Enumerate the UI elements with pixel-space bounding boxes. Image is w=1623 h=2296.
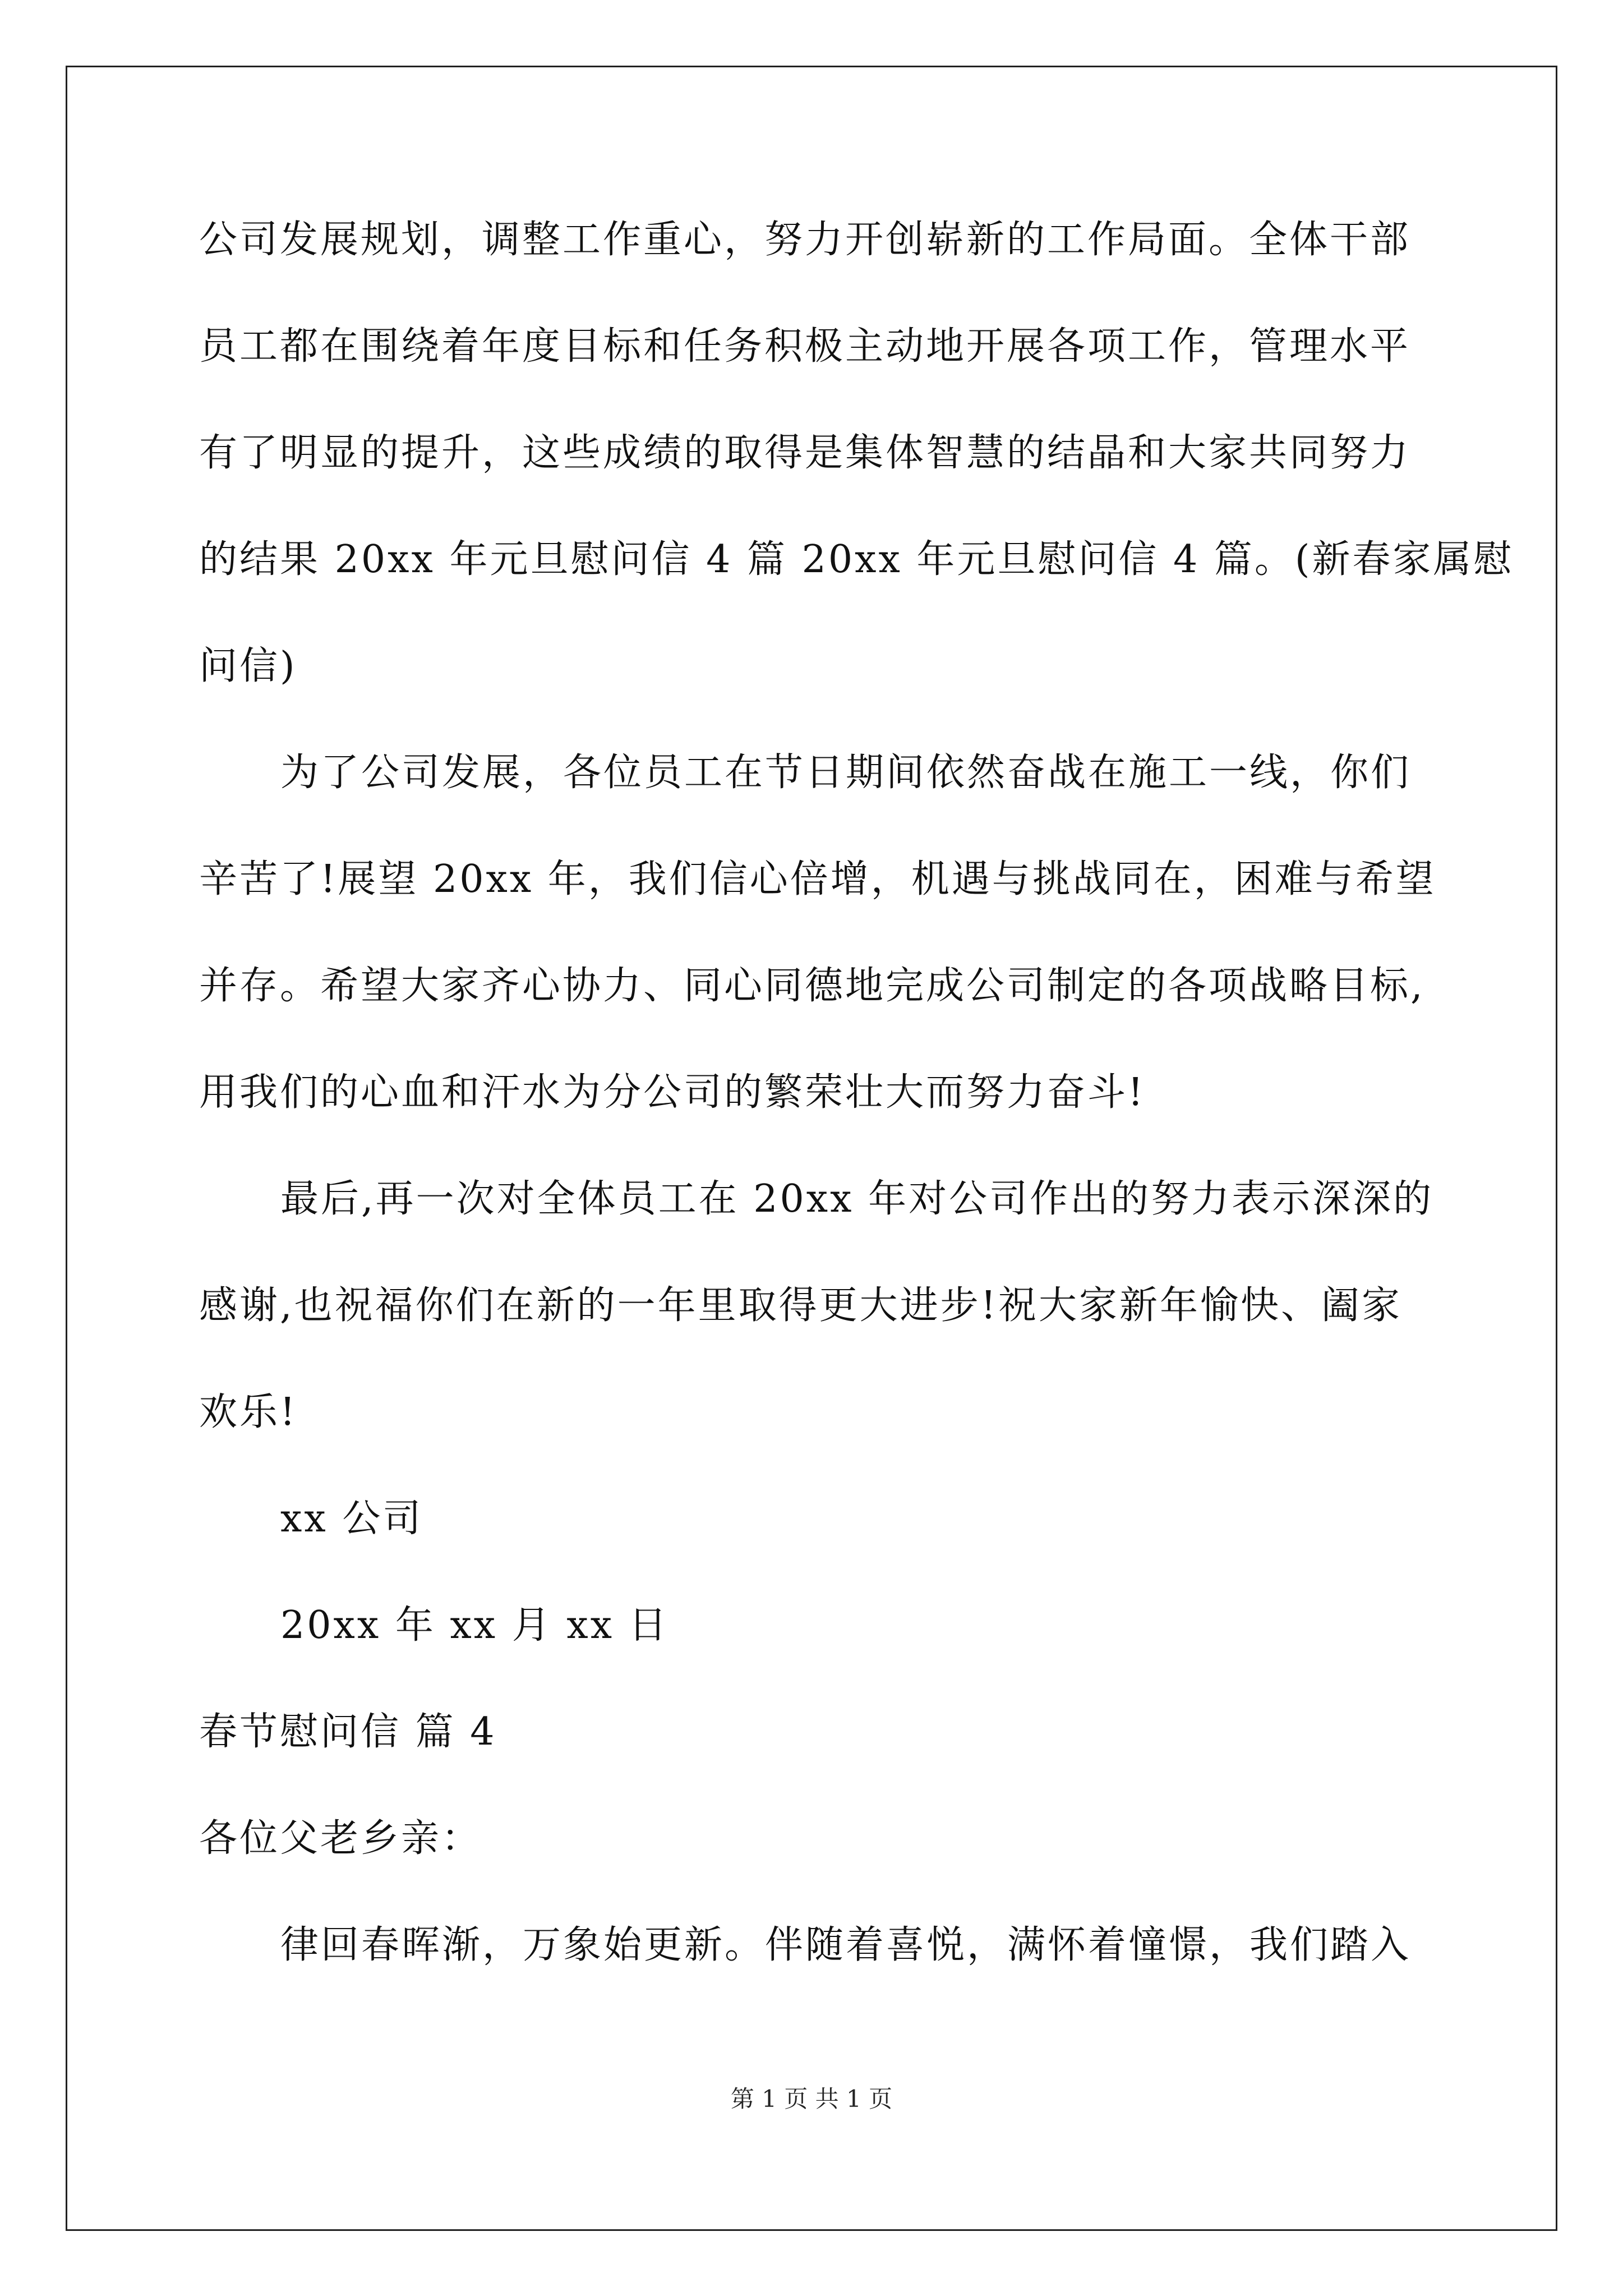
text-line: 员工都在围绕着年度目标和任务积极主动地开展各项工作，管理水平	[199, 324, 1411, 369]
paragraph-start: 最后,再一次对全体员工在 20xx 年对公司作出的努力表示深深的	[280, 1177, 1434, 1221]
text-line: 有了明显的提升，这些成绩的取得是集体智慧的结晶和大家共同努力	[199, 431, 1411, 475]
salutation: 各位父老乡亲：	[199, 1816, 482, 1861]
text-line: 并存。希望大家齐心协力、同心同德地完成公司制定的各项战略目标,	[199, 964, 1425, 1008]
paragraph-start: 为了公司发展，各位员工在节日期间依然奋战在施工一线，你们	[280, 751, 1412, 795]
signature-company: xx 公司	[280, 1497, 423, 1541]
text-line: 用我们的心血和汗水为分公司的繁荣壮大而努力奋斗!	[199, 1070, 1146, 1115]
text-line: 问信)	[199, 644, 297, 688]
text-line: 感谢,也祝福你们在新的一年里取得更大进步!祝大家新年愉快、阖家	[199, 1283, 1402, 1328]
section-heading: 春节慰问信 篇 4	[199, 1710, 497, 1754]
text-line: 辛苦了!展望 20xx 年，我们信心倍增，机遇与挑战同在，困难与希望	[199, 857, 1436, 901]
text-line: 欢乐!	[199, 1390, 298, 1434]
page-border	[66, 66, 1557, 2231]
page-footer: 第 1 页 共 1 页	[730, 2085, 893, 2113]
paragraph-start: 律回春晖渐，万象始更新。伴随着喜悦，满怀着憧憬，我们踏入	[280, 1923, 1412, 1967]
text-line: 公司发展规划，调整工作重心，努力开创崭新的工作局面。全体干部	[199, 218, 1411, 262]
text-line: 的结果 20xx 年元旦慰问信 4 篇 20xx 年元旦慰问信 4 篇。(新春家属慰	[199, 537, 1514, 582]
signature-date: 20xx 年 xx 月 xx 日	[280, 1603, 669, 1648]
